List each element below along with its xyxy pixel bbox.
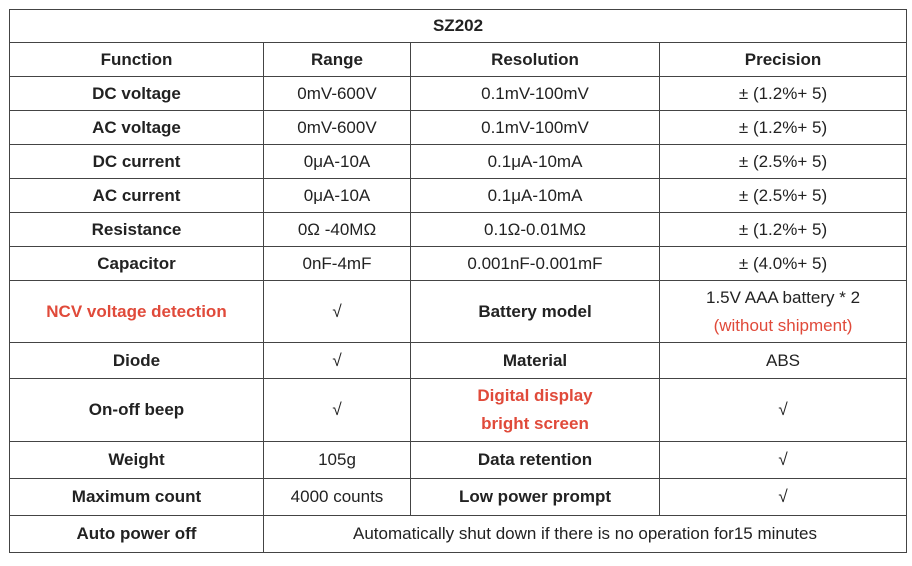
display-check: √ (660, 379, 907, 442)
resolution-cell: 0.1Ω-0.01MΩ (411, 213, 660, 247)
beep-check: √ (264, 379, 411, 442)
precision-cell: ± (2.5%+ 5) (660, 179, 907, 213)
function-cell: AC current (9, 179, 264, 213)
table-row (9, 77, 907, 111)
range-cell: 0Ω -40MΩ (264, 213, 411, 247)
feature-row (9, 442, 907, 479)
title-row (9, 9, 907, 43)
precision-cell: ± (4.0%+ 5) (660, 247, 907, 281)
precision-cell: ± (1.2%+ 5) (660, 213, 907, 247)
retention-check: √ (660, 442, 907, 479)
feature-row (9, 479, 907, 516)
display-label-line2: bright screen (481, 414, 589, 433)
material-label: Material (411, 343, 660, 379)
diode-label: Diode (9, 343, 264, 379)
battery-value (660, 281, 907, 343)
precision-cell: ± (2.5%+ 5) (660, 145, 907, 179)
header-function: Function (9, 43, 264, 77)
table-row (9, 247, 907, 281)
battery-note: (without shipment) (713, 315, 853, 335)
table-row (9, 111, 907, 145)
feature-row (9, 343, 907, 379)
resolution-cell: 0.001nF-0.001mF (411, 247, 660, 281)
diode-check: √ (264, 343, 411, 379)
auto-off-label: Auto power off (9, 516, 264, 553)
max-count-label: Maximum count (9, 479, 264, 516)
battery-label: Battery model (411, 281, 660, 343)
table-title: SZ202 (9, 9, 907, 43)
range-cell: 0nF-4mF (264, 247, 411, 281)
header-precision: Precision (660, 43, 907, 77)
range-cell: 0mV-600V (264, 77, 411, 111)
resolution-cell: 0.1mV-100mV (411, 77, 660, 111)
resolution-cell: 0.1μA-10mA (411, 145, 660, 179)
function-cell: DC voltage (9, 77, 264, 111)
table-row (9, 145, 907, 179)
table-row (9, 179, 907, 213)
weight-label: Weight (9, 442, 264, 479)
spec-table (9, 9, 907, 553)
ncv-label: NCV voltage detection (9, 281, 264, 343)
range-cell: 0μA-10A (264, 179, 411, 213)
function-cell: AC voltage (9, 111, 264, 145)
low-power-label: Low power prompt (411, 479, 660, 516)
retention-label: Data retention (411, 442, 660, 479)
header-resolution: Resolution (411, 43, 660, 77)
low-power-check: √ (660, 479, 907, 516)
function-cell: Resistance (9, 213, 264, 247)
battery-spec: 1.5V AAA battery * 2 (705, 287, 861, 307)
range-cell: 0μA-10A (264, 145, 411, 179)
resolution-cell: 0.1μA-10mA (411, 179, 660, 213)
table-row (9, 213, 907, 247)
feature-row (9, 281, 907, 343)
range-cell: 0mV-600V (264, 111, 411, 145)
precision-cell: ± (1.2%+ 5) (660, 111, 907, 145)
weight-value: 105g (264, 442, 411, 479)
display-label (411, 379, 660, 442)
function-cell: Capacitor (9, 247, 264, 281)
material-value: ABS (660, 343, 907, 379)
display-label-line1: Digital display (477, 386, 593, 405)
function-cell: DC current (9, 145, 264, 179)
resolution-cell: 0.1mV-100mV (411, 111, 660, 145)
auto-off-value: Automatically shut down if there is no operation for15 minutes (264, 516, 907, 553)
beep-label: On-off beep (9, 379, 264, 442)
feature-row (9, 379, 907, 442)
max-count-value: 4000 counts (264, 479, 411, 516)
feature-row (9, 516, 907, 553)
precision-cell: ± (1.2%+ 5) (660, 77, 907, 111)
ncv-check: √ (264, 281, 411, 343)
header-row (9, 43, 907, 77)
header-range: Range (264, 43, 411, 77)
